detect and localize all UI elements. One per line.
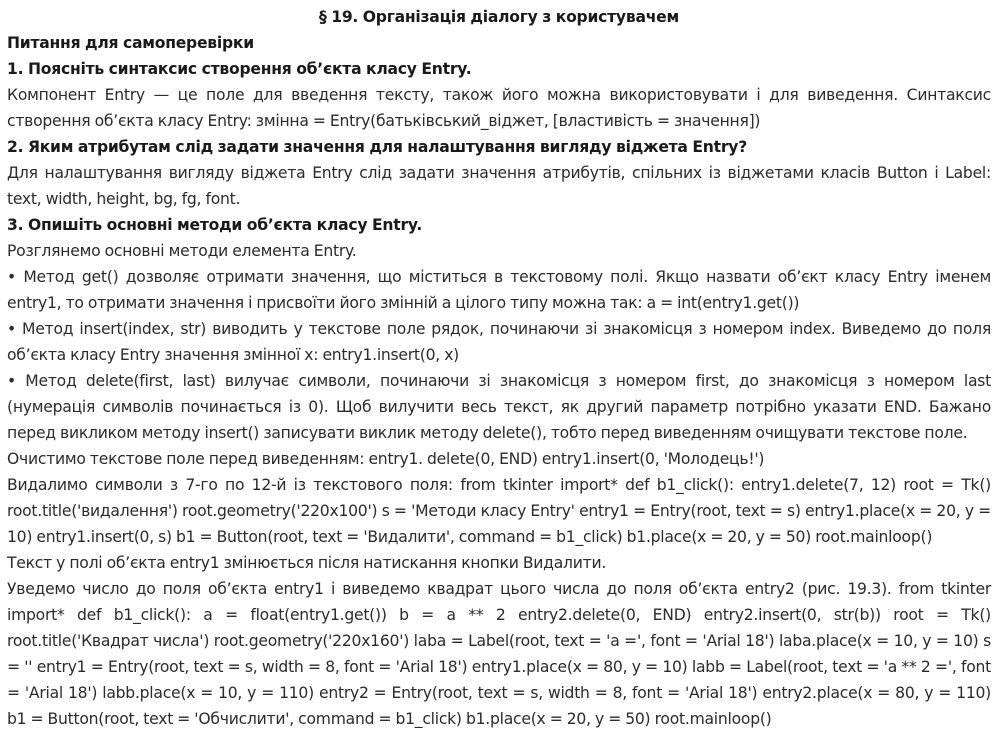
bullet-get-method: • Метод get() дозволяє отримати значення, що міститься в текстовому полі. Якщо назвати об’єкт класу Entry іменем entry1, то отримати значення і присвоїти його змінній a цілого типу можна так: a = int(entry1.get()): [7, 268, 991, 312]
question-2: 2. Яким атрибутам слід задати значення для налаштування вигляду віджета Entry?: [7, 138, 747, 156]
question-3: 3. Опишіть основні методи об’єкта класу Entry.: [7, 216, 423, 234]
document-page: [7, 4, 991, 732]
section-heading: Питання для самоперевірки: [7, 34, 254, 52]
delete-chars-example: Видалимо символи з 7-го по 12-й із текстового поля: from tkinter import* def b1_click(): entry1.delete(7, 12) root = Tk() root.title('видалення') root.geometry('220x100') s = 'Методи класу Entry' entry1 = Entry(root, text = s) entry1.place(x = 20, y = 10) entry1.insert(0, s) b1 = Button(root, text = 'Видалити', command = b1_click) b1.place(x = 20, y = 50) root.mainloop(): [7, 476, 991, 546]
page-title: § 19. Організація діалогу з користувачем: [319, 8, 679, 26]
delete-note: Текст у полі об’єкта entry1 змінюється після натискання кнопки Видалити.: [7, 554, 607, 572]
clear-field-example: Очистимо текстове поле перед виведенням: entry1. delete(0, END) entry1.insert(0, 'Молодець!'): [7, 450, 765, 468]
bullet-insert-method: • Метод insert(index, str) виводить у текстове поле рядок, починаючи зі знакомісця з номером index. Виведемо до поля об’єкта класу Entry значення змінної x: entry1.insert(0, x): [7, 320, 991, 364]
question-1: 1. Поясніть синтаксис створення об’єкта класу Entry.: [7, 60, 472, 78]
bullet-delete-method: • Метод delete(first, last) вилучає символи, починаючи зі знакомісця з номером first, до знакомісця з номером last (нумерація символів починається із 0). Щоб вилучити весь текст, як другий параметр потрібно указати END. Бажано перед викликом методу insert() записувати виклик методу delete(), тобто перед виведенням очищувати текстове поле.: [7, 372, 991, 442]
square-number-example: Уведемо число до поля об’єкта entry1 і виведемо квадрат цього числа до поля об’єкта entry2 (рис. 19.3). from tkinter import* def b1_click(): a = float(entry1.get()) b = a ** 2 entry2.delete(0, END) entry2.insert(0, str(b)) root = Tk() root.title('Квадрат числа') root.geometry('220x160') laba = Label(root, text = 'a =', font = 'Arial 18') laba.place(x = 10, y = 10) s = '' entry1 = Entry(root, text = s, width = 8, font = 'Arial 18') entry1.place(x = 80, y = 10) labb = Label(root, text = 'a ** 2 =', font = 'Arial 18') labb.place(x = 10, y = 110) entry2 = Entry(root, text = s, width = 8, font = 'Arial 18') entry2.place(x = 80, y = 110) b1 = Button(root, text = 'Обчислити', command = b1_click) b1.place(x = 20, y = 50) root.mainloop(): [7, 580, 991, 728]
answer-3-intro: Розглянемо основні методи елемента Entry.: [7, 242, 357, 260]
answer-2: Для налаштування вигляду віджета Entry слід задати значення атрибутів, спільних із віджетами класів Button і Label: text, width, height, bg, fg, font.: [7, 164, 991, 208]
answer-1: Компонент Entry — це поле для введення тексту, також його можна використовувати і для виведення. Синтаксис створення об’єкта класу Entry: змінна = Entry(батьківський_віджет, [властивість = значення]): [7, 86, 991, 130]
